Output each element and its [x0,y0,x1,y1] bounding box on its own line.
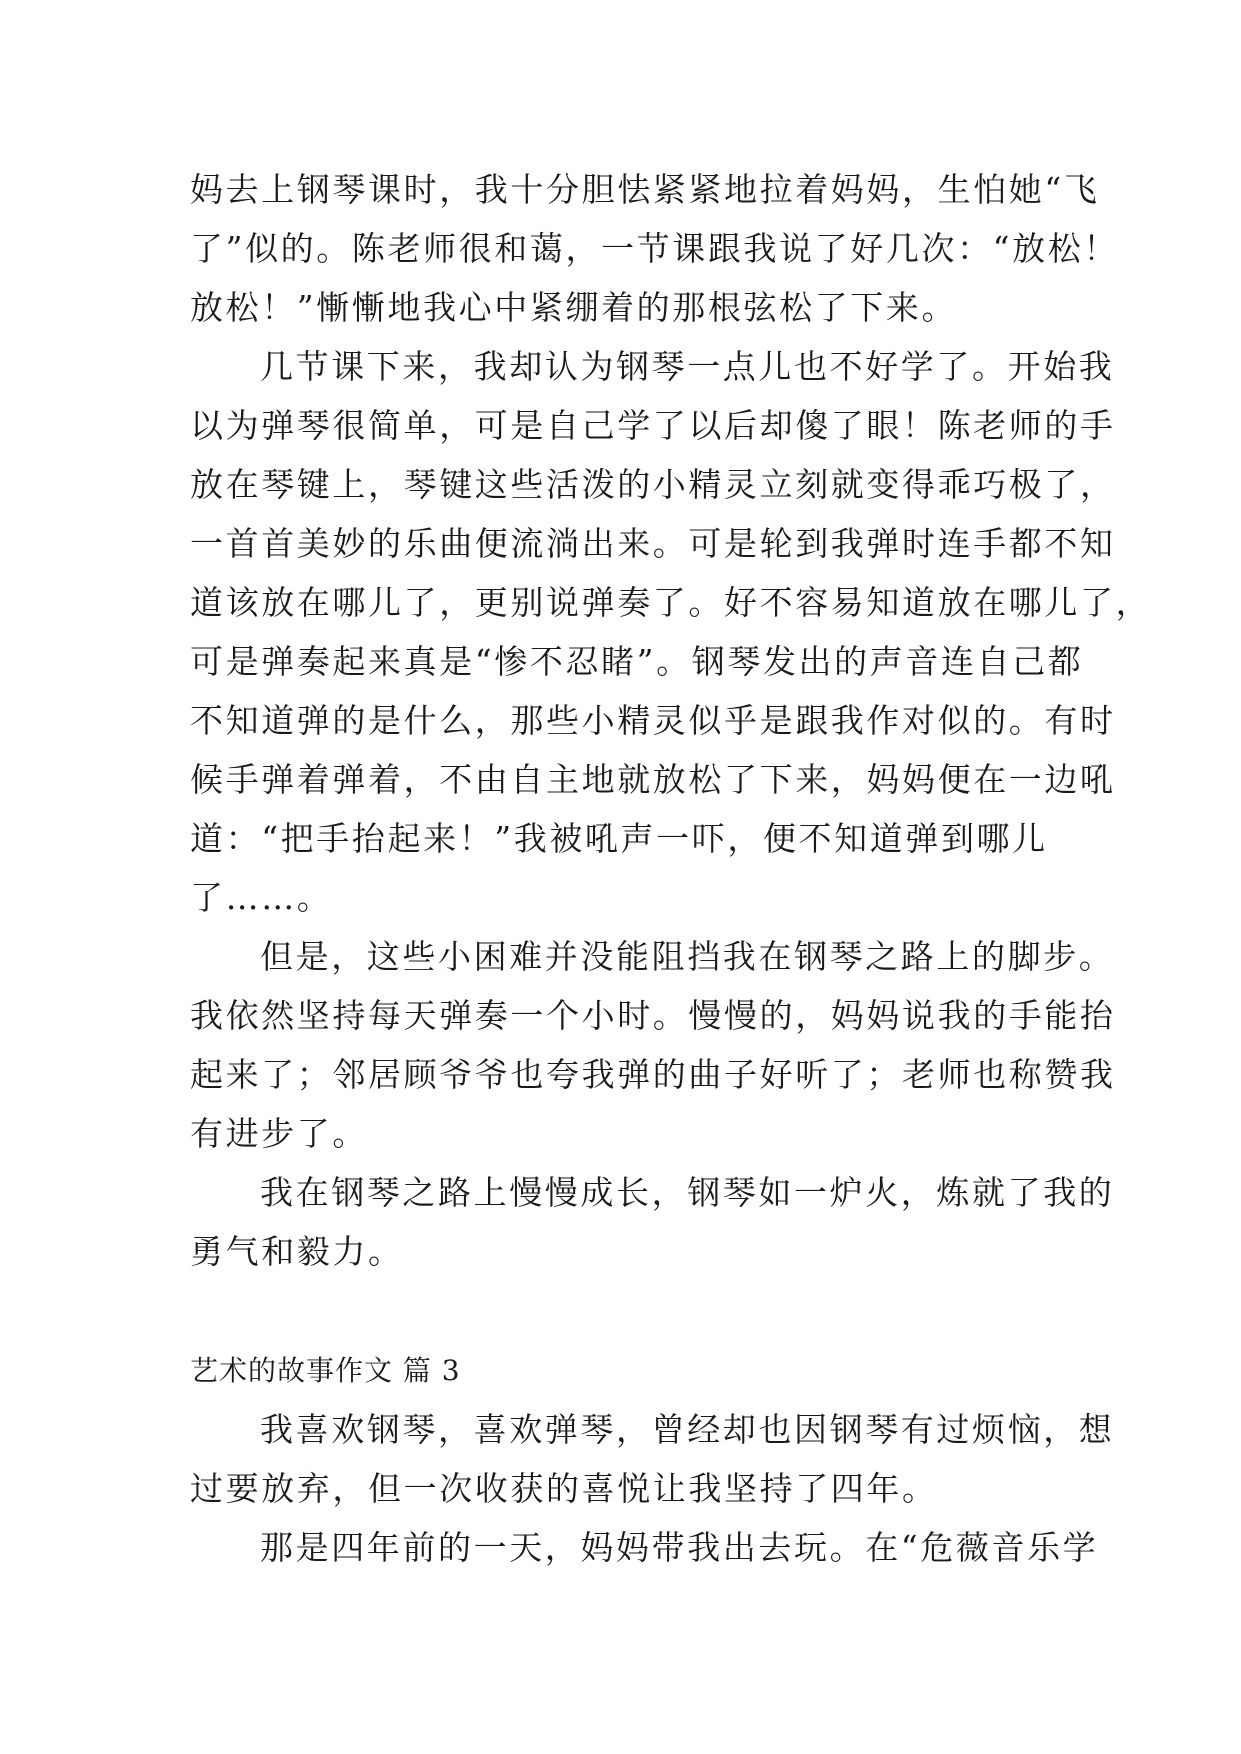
text-line: 了”似的。陈老师很和蔼，一节课跟我说了好几次：“放松！ [190,229,1119,268]
text-line: 放在琴键上，琴键这些活泼的小精灵立刻就变得乖巧极了， [190,465,1116,504]
text-line: 一首首美妙的乐曲便流淌出来。可是轮到我弹时连手都不知 [190,524,1116,563]
text-line: 那是四年前的一天，妈妈带我出去玩。在“危薇音乐学 [260,1528,1099,1567]
paragraph-2 [190,337,1152,927]
text-line: 起来了；邻居顾爷爷也夸我弹的曲子好听了；老师也称赞我 [190,1055,1116,1094]
text-line: 可是弹奏起来真是“惨不忍睹”。钢琴发出的声音连自己都 [190,642,1084,681]
text-line: 我依然坚持每天弹奏一个小时。慢慢的，妈妈说我的手能抬 [190,996,1116,1035]
text-line: 不知道弹的是什么，那些小精灵似乎是跟我作对似的。有时 [190,701,1116,740]
paragraph-3 [190,927,1116,1163]
text-line: 勇气和毅力。 [190,1232,404,1271]
text-line: 过要放弃，但一次收获的喜悦让我坚持了四年。 [190,1469,938,1508]
section-spacer [190,1281,1050,1341]
paragraph-1 [190,160,1119,337]
text-line: 但是，这些小困难并没能阻挡我在钢琴之路上的脚步。 [260,937,1115,976]
text-line: 以为弹琴很简单，可是自己学了以后却傻了眼！陈老师的手 [190,406,1116,445]
text-line: 我喜欢钢琴，喜欢弹琴，曾经却也因钢琴有过烦恼，想 [260,1410,1115,1449]
text-line: 有进步了。 [190,1114,368,1153]
document-page [190,160,1152,1577]
text-line: 放松！”慚慚地我心中紧绷着的那根弦松了下来。 [190,288,958,327]
text-line: 我在钢琴之路上慢慢成长，钢琴如一炉火，炼就了我的 [260,1173,1115,1212]
text-line: 道该放在哪儿了，更别说弹奏了。好不容易知道放在哪儿了， [190,583,1152,622]
section-heading: 艺术的故事作文 篇 3 [190,1354,461,1387]
paragraph-4 [190,1163,1115,1281]
section-paragraph-1 [190,1400,1115,1518]
text-line: 几节课下来，我却认为钢琴一点儿也不好学了。开始我 [260,347,1115,386]
section-paragraph-2 [190,1518,1099,1577]
text-line: 道：“把手抬起来！”我被吼声一吓，便不知道弹到哪儿 [190,819,1048,858]
text-line: 了……。 [190,878,333,917]
text-line: 候手弹着弹着，不由自主地就放松了下来，妈妈便在一边吼 [190,760,1116,799]
text-line: 妈去上钢琴课时，我十分胆怯紧紧地拉着妈妈，生怕她“飞 [190,170,1100,209]
